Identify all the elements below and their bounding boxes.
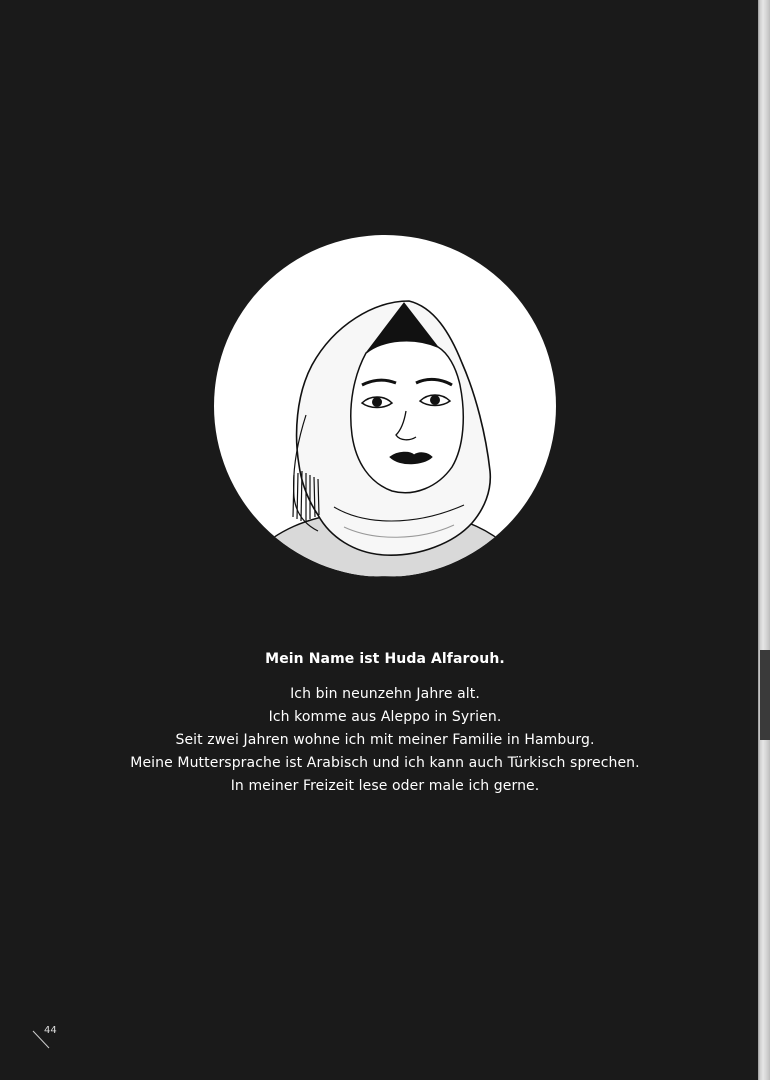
face [351,341,464,493]
bio-age: Ich bin neunzehn Jahre alt. [290,686,480,702]
introduction-text [0,649,770,798]
bio-hobbies: In meiner Freizeit lese oder male ich gerne. [230,778,540,794]
bio-origin: Ich komme aus Aleppo in Syrien. [268,709,502,725]
portrait-drawing [214,235,556,577]
portrait-illustration [214,235,556,577]
name-heading: Mein Name ist Huda Alfarouh. [265,651,505,667]
page-number: 44 [44,1025,57,1036]
bio-residence: Seit zwei Jahren wohne ich mit meiner Familie in Hamburg. [175,732,595,748]
next-page-edge [758,0,770,1080]
bio-languages: Meine Muttersprache ist Arabisch und ich kann auch Türkisch sprechen. [130,755,640,771]
